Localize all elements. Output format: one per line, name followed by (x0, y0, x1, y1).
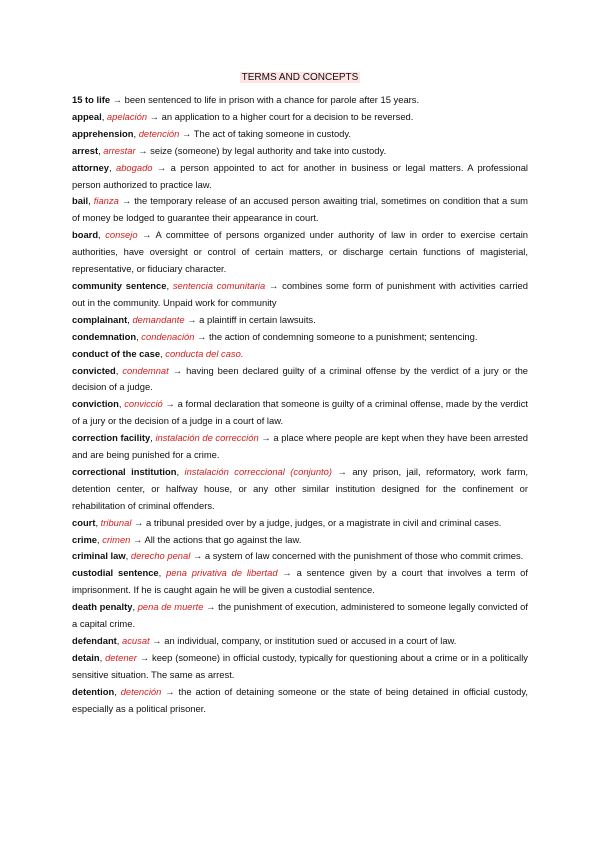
glossary-entry: attorney, abogado → a person appointed to act for another in business or legal matters. A professional person authorized to practice law. (72, 161, 528, 190)
entry-term: bail (72, 195, 89, 207)
entry-term: complainant (72, 313, 128, 325)
glossary-entry: court, tribunal → a tribunal presided over by a judge, judges, or a magistrate in civil and criminal cases. (72, 516, 502, 528)
entry-translation: tribunal (100, 516, 132, 528)
glossary-entry: correctional institution, instalación correccional (conjunto) → any prison, jail, reformatory, work farm, detention center, or halfway house, or any other similar institution designed for the confinement or rehabilitation of criminal offenders. (72, 465, 528, 511)
entry-translation: arrestar (103, 144, 136, 156)
entry-translation: pena privativa de libertad (166, 567, 278, 579)
entry-definition: → the action of condemning someone to a punishment; sentencing. (197, 330, 478, 342)
entry-term: attorney (72, 161, 109, 173)
glossary-entry: conduct of the case, conducta del caso. (72, 347, 244, 359)
glossary-entry: detain, detener → keep (someone) in official custody, typically for questioning about a crime or in a politically sensitive situation. The same as arrest. (72, 651, 528, 680)
glossary-entry: complainant, demandante → a plaintiff in certain lawsuits. (72, 313, 316, 325)
glossary-entry: arrest, arrestar → seize (someone) by legal authority and take into custody. (72, 144, 387, 156)
document-title (72, 70, 528, 86)
glossary-entry (72, 92, 528, 109)
glossary-entry: criminal law, derecho penal → a system of law concerned with the punishment of those who commit crimes. (72, 550, 524, 562)
glossary-entry: defendant, acusat → an individual, company, or institution sued or accused in a court of law. (72, 635, 457, 646)
entry-term: correction facility (72, 432, 151, 444)
entry-term: apprehension (72, 127, 134, 139)
entry-definition: → a place where people are kept when they have been arrested and are being punished for a crime. (72, 432, 528, 461)
entry-definition: → the temporary release of an accused person awaiting trial, sometimes on condition that a sum of money be lodged to guarantee their appearance in court. (72, 195, 528, 224)
entry-translation: detener (105, 651, 137, 663)
glossary-entry: appeal, apelación → an application to a higher court for a decision to be reversed. (72, 110, 414, 122)
entry-definition: → a formal declaration that someone is guilty of a criminal offense, made by the verdict of a jury or the decision of a judge in a court of law. (72, 398, 528, 427)
entry-definition: → a tribunal presided over by a judge, judges, or a magistrate in civil and criminal cases. (134, 516, 502, 528)
entry-term: board (72, 229, 99, 241)
entry-definition: → keep (someone) in official custody, typically for questioning about a crime or in a politically sensitive situation. The same as arrest. (72, 651, 528, 680)
entry-definition: → combines some form of punishment with activities carried out in the community. Unpaid work for community (72, 279, 528, 308)
entry-translation: conducta del caso. (165, 347, 244, 359)
entry-term: conduct of the case (72, 347, 161, 359)
entry-translation: instalación correccional (conjunto) (184, 465, 332, 477)
entry-term: court (72, 516, 96, 528)
entry-definition: → the punishment of execution, administered to someone legally convicted of a capital crime. (72, 601, 528, 630)
entry-term: custodial sentence (72, 567, 159, 579)
entry-translation: derecho penal (130, 550, 191, 562)
glossary-entry: death penalty, pena de muerte → the punishment of execution, administered to someone legally convicted of a capital crime. (72, 601, 528, 630)
entry-definition: → any prison, jail, reformatory, work farm, detention center, or halfway house, or any other similar institution designed for the confinement or rehabilitation of criminal offenders. (72, 465, 528, 511)
glossary-entry: custodial sentence, pena privativa de libertad → a sentence given by a court that involves a term of imprisonment. If he is caught again he will be given a custodial sentence. (72, 567, 528, 596)
entry-term: community sentence (72, 279, 167, 291)
entry-definition: → A committee of persons organized under authority of law in order to exercise certain authorities, have oversight or control of certain matters, or discharge certain functions of magisterial, representative, or fiduciary character. (72, 229, 528, 275)
entry-term: death penalty (72, 601, 133, 613)
entry-definition: → an individual, company, or institution sued or accused in a court of law. (152, 635, 457, 646)
entry-term: defendant (72, 635, 117, 646)
entry-term: criminal law (72, 550, 126, 562)
entry-term: arrest (72, 144, 99, 156)
entry-definition: → a person appointed to act for another in business or legal matters. A professional person authorized to practice law. (72, 161, 528, 190)
entry-definition: → a system of law concerned with the punishment of those who commit crimes. (192, 550, 524, 562)
glossary-entry: bail, fianza → the temporary release of an accused person awaiting trial, sometimes on condition that a sum of money be lodged to guarantee their appearance in court. (72, 195, 528, 224)
entry-translation: acusat (122, 635, 150, 646)
entry-translation: condemnat (122, 364, 169, 376)
glossary-entry: correction facility, instalación de corrección → a place where people are kept when they have been arrested and are being punished for a crime. (72, 432, 528, 461)
entry-term: detention (72, 685, 115, 697)
entry-translation: instalación de corrección (155, 432, 259, 444)
entry-term: appeal (72, 110, 102, 122)
document-title-text: TERMS AND CONCEPTS (241, 72, 359, 83)
entry-translation: abogado (116, 161, 153, 173)
entry-term: crime (72, 533, 98, 545)
entry-translation: convicció (124, 398, 163, 410)
entry-definition: → been sentenced to life in prison with a chance for parole after 15 years. (112, 94, 420, 105)
entry-term: condemnation (72, 330, 137, 342)
entry-translation: apelación (106, 110, 148, 122)
entry-definition: → an application to a higher court for a decision to be reversed. (149, 110, 414, 122)
entry-definition: → All the actions that go against the law. (133, 533, 302, 545)
entry-term: conviction (72, 398, 119, 410)
entry-definition: → a plaintiff in certain lawsuits. (187, 313, 316, 325)
glossary-entry: convicted, condemnat → having been declared guilty of a criminal offense by the verdict of a jury or the decision of a judge. (72, 364, 529, 393)
entry-translation: sentencia comunitaria (172, 279, 266, 291)
entry-translation: condenación (141, 330, 195, 342)
glossary-entry: detention, detención → the action of detaining someone or the state of being detained in official custody, especially as a political prisoner. (72, 685, 528, 714)
glossary-list (72, 92, 528, 718)
entry-translation: demandante (132, 313, 185, 325)
glossary-entry: crime, crimen → All the actions that go against the law. (72, 533, 302, 545)
glossary-entry: community sentence, sentencia comunitaria → combines some form of punishment with activities carried out in the community. Unpaid work for community (72, 279, 528, 308)
glossary-entry: apprehension, detención → The act of taking someone in custody. (72, 127, 351, 139)
entry-definition: → having been declared guilty of a criminal offense by the verdict of a jury or the decision of a judge. (72, 364, 529, 393)
entry-term: correctional institution (72, 465, 177, 477)
document-page (72, 70, 528, 718)
entry-translation: detención (138, 127, 180, 139)
entry-translation: detención (120, 685, 162, 697)
glossary-entry: condemnation, condenación → the action of condemning someone to a punishment; sentencing. (72, 330, 478, 342)
entry-translation: pena de muerte (137, 601, 204, 613)
entry-translation: consejo (105, 229, 138, 241)
glossary-entry: conviction, convicció → a formal declaration that someone is guilty of a criminal offense, made by the verdict of a jury or the decision of a judge in a court of law. (72, 398, 528, 427)
glossary-entry: board, consejo → A committee of persons organized under authority of law in order to exercise certain authorities, have oversight or control of certain matters, or discharge certain functions of magisterial, representative, or fiduciary character. (72, 229, 528, 275)
entry-term: convicted (72, 364, 116, 376)
entry-definition: → a sentence given by a court that involves a term of imprisonment. If he is caught again he will be given a custodial sentence. (72, 567, 528, 596)
entry-definition: → the action of detaining someone or the state of being detained in official custody, especially as a political prisoner. (72, 685, 528, 714)
entry-term: 15 to life (72, 94, 111, 105)
entry-definition: → seize (someone) by legal authority and take into custody. (138, 144, 387, 156)
entry-translation: crimen (102, 533, 131, 545)
entry-translation: fianza (93, 195, 119, 207)
entry-definition: → The act of taking someone in custody. (181, 127, 351, 139)
entry-term: detain (72, 651, 100, 663)
